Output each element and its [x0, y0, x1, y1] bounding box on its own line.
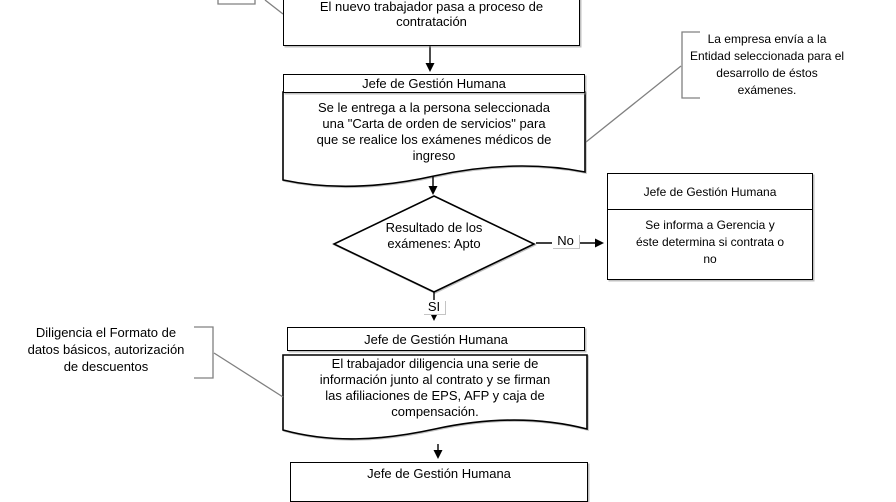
node-nuevo-trabajador-text — [283, 0, 580, 29]
text-line: La empresa envía a la — [707, 32, 827, 46]
docC-body-text — [283, 356, 587, 420]
text-line: contratación — [396, 14, 467, 29]
cutoff-annotation-remnant — [218, 0, 255, 4]
node-informa-gerencia-body — [608, 210, 812, 268]
text-line: de descuentos — [63, 359, 149, 374]
docC-header — [287, 327, 585, 351]
text-line: compensación. — [391, 404, 479, 419]
annotation-right-text — [671, 31, 863, 99]
node-informa-gerencia-header — [608, 174, 812, 210]
node-informa-gerencia-header-label: Jefe de Gestión Humana — [643, 184, 777, 199]
callout-line-left-annotation — [214, 353, 283, 397]
decision-text — [334, 220, 534, 252]
arrowhead-decision-no — [595, 239, 604, 248]
text-line: una "Carta de orden de servicios" para — [322, 116, 546, 131]
docA-header — [283, 74, 585, 93]
annotation-left-text — [6, 324, 206, 375]
callout-line-top-left — [265, 0, 283, 14]
text-line: exámenes: Apto — [387, 236, 481, 251]
text-line: Se informa a Gerencia y — [645, 218, 775, 232]
text-line: información junto al contrato y se firman — [319, 372, 551, 387]
docA-body-text — [283, 100, 585, 164]
text-line: Se le entrega a la persona seleccionada — [318, 100, 550, 115]
text-line: datos básicos, autorización — [27, 342, 185, 357]
text-line: las afiliaciones de EPS, AFP y caja de — [325, 388, 545, 403]
decision-no-label: No — [552, 234, 579, 248]
text-line: Entidad seleccionada para el — [689, 49, 845, 63]
docC-header-label: Jefe de Gestión Humana — [364, 331, 508, 347]
docA-header-label: Jefe de Gestión Humana — [362, 76, 506, 91]
text-line: éste determina si contrata o — [635, 235, 785, 249]
text-line: no — [703, 252, 717, 266]
text-line: Diligencia el Formato de — [35, 325, 177, 340]
decision-si-label: SI — [423, 300, 445, 314]
text-line: Resultado de los — [385, 220, 483, 235]
text-line: exámenes. — [737, 83, 797, 97]
arrowhead-docA-to-decision — [429, 186, 438, 195]
text-line: El trabajador diligencia una serie de — [331, 356, 539, 371]
arrowhead-top-to-docA — [426, 63, 435, 72]
node-bottom-header-label: Jefe de Gestión Humana — [367, 466, 511, 481]
arrowhead-docC-to-bottom — [434, 450, 443, 459]
text-line: desarrollo de éstos — [716, 66, 818, 80]
node-informa-gerencia — [607, 173, 813, 280]
callout-line-right-annotation — [586, 66, 681, 142]
text-line: que se realice los exámenes médicos de — [316, 132, 552, 147]
text-line: El nuevo trabajador pasa a proceso de — [319, 0, 544, 14]
text-line: ingreso — [412, 148, 456, 163]
node-bottom-cutoff — [290, 462, 588, 502]
